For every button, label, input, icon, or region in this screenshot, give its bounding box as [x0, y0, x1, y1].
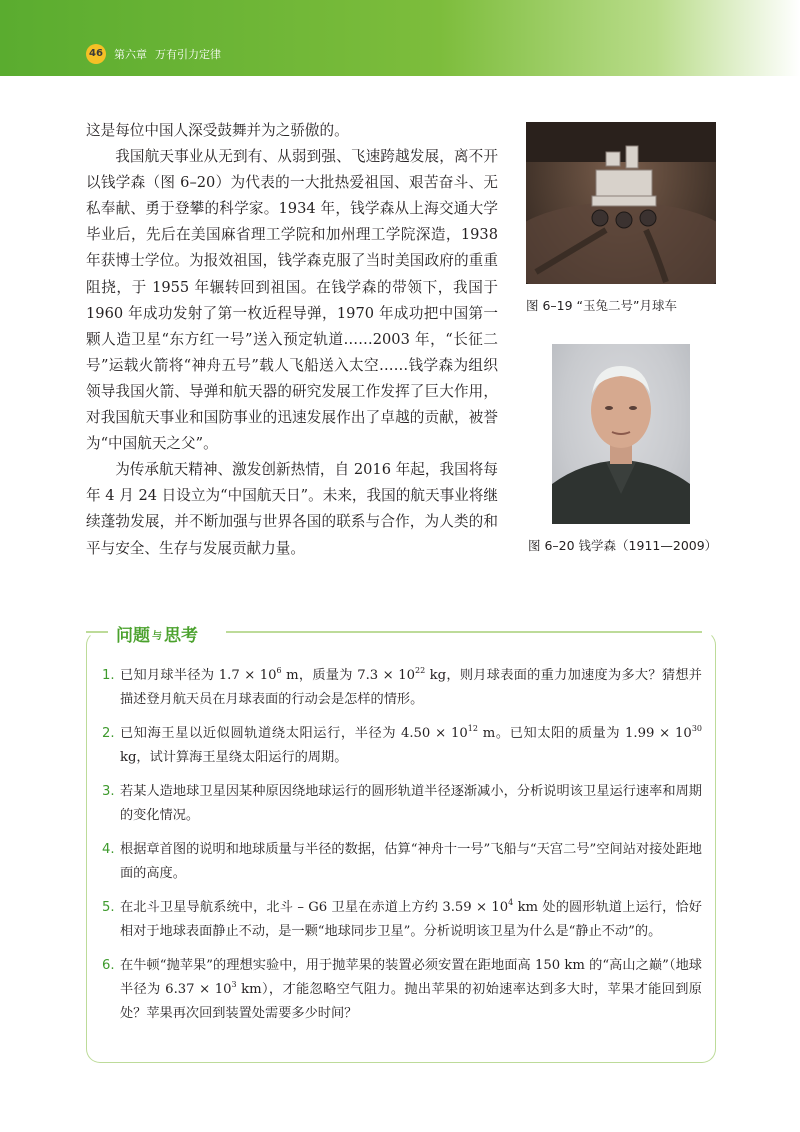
question-item	[102, 896, 702, 944]
exponent: 4	[508, 898, 514, 907]
question-text: m，质量为 7.3 × 10	[281, 668, 415, 683]
question-number: 6.	[102, 958, 115, 973]
exponent: 22	[414, 666, 426, 675]
paragraph-3: 为传承航天精神、激发创新热情，自 2016 年起，我国将每年 4 月 24 日设立为“中国航天日”。未来，我国的航天事业将继续蓬勃发展，并不断加强与世界各国的联系与合作，为人类的和平与安全、生存与发展贡献力量。	[86, 461, 498, 557]
exponent: 3	[231, 980, 237, 989]
questions-heading-left: 问题	[116, 626, 150, 646]
question-text: 已知海王星以近似圆轨道绕太阳运行，半径为 4.50 × 10	[120, 726, 468, 741]
question-item	[102, 780, 702, 828]
question-item	[102, 722, 702, 770]
questions-heading-mid: 与	[152, 631, 162, 642]
question-text: 若某人造地球卫星因某种原因绕地球运行的圆形轨道半径逐渐减小，分析说明该卫星运行速率和周期的变化情况。	[120, 784, 702, 823]
questions-box-top-border	[86, 631, 108, 633]
question-text: km 处的圆形轨道上运行，恰好相对于地球表面静止不动，是一颗“地球同步卫星”。分析说明该卫星为什么是“静止不动”的。	[120, 900, 702, 939]
question-list	[102, 664, 702, 1036]
qian-xuesen-portrait	[552, 344, 690, 524]
question-item	[102, 838, 702, 886]
figure-6-19-caption: 图 6–19 “玉兔二号”月球车	[526, 298, 678, 313]
question-number: 1.	[102, 668, 115, 683]
question-text: km），才能忽略空气阻力。抛出苹果的初始速率达到多大时，苹果才能回到原处？苹果再次回到装置处需要多少时间？	[120, 982, 702, 1021]
question-text: 在北斗卫星导航系统中，北斗 – G6 卫星在赤道上方约 3.59 × 10	[120, 900, 509, 915]
question-text: 根据章首图的说明和地球质量与半径的数据，估算“神舟十一号”飞船与“天宫二号”空间站对接处距地面的高度。	[120, 842, 702, 881]
question-text: 在牛顿“抛苹果”的理想实验中，用于抛苹果的装置必须安置在距地面高 150 km 的“高山之巅”（地球半径为 6.37 × 10	[120, 958, 702, 997]
question-number: 4.	[102, 842, 115, 857]
question-number: 2.	[102, 726, 115, 741]
main-text	[86, 118, 498, 562]
paragraph-1: 这是每位中国人深受鼓舞并为之骄傲的。	[86, 122, 349, 139]
question-item	[102, 954, 702, 1026]
question-text: kg，试计算海王星绕太阳运行的周期。	[120, 750, 348, 765]
lunar-rover-photo	[526, 122, 716, 284]
chapter-title: 万有引力定律	[155, 48, 221, 61]
question-item	[102, 664, 702, 712]
exponent: 6	[276, 666, 282, 675]
question-text: 已知月球半径为 1.7 × 10	[120, 668, 277, 683]
questions-heading	[116, 621, 198, 646]
exponent: 12	[467, 724, 478, 733]
page-header	[0, 0, 800, 76]
figure-6-20-caption: 图 6–20 钱学森（1911—2009）	[528, 538, 718, 553]
question-number: 5.	[102, 900, 115, 915]
page-number-badge: 46	[86, 44, 106, 64]
chapter-label: 第六章	[114, 48, 147, 61]
questions-heading-right: 思考	[164, 626, 198, 646]
questions-box-top-border	[226, 631, 702, 633]
paragraph-2: 我国航天事业从无到有、从弱到强、飞速跨越发展，离不开以钱学森（图 6–20）为代表的一大批热爱祖国、艰苦奋斗、无私奉献、勇于登攀的科学家。1934 年，钱学森从上海交通大学毕业后，先后在美国麻省理工学院和加州理工学院深造，1938 年获博士学位。为报效祖国，钱学森克服了当时美国政府的重重阻挠，于 1955 年辗转回到祖国。在钱学森的带领下，我国于 1960 年成功发射了第一枚近程导弹，1970 年成功把中国第一颗人造卫星“东方红一号”送入预定轨道……2003 年，“长征二号”运载火箭将“神舟五号”载人飞船送入太空……钱学森为组织领导我国火箭、导弹和航天器的研究发展工作发挥了巨大作用，对我国航天事业和国防事业的迅速发展作出了卓越的贡献，被誉为“中国航天之父”。	[86, 148, 498, 453]
chapter-heading	[114, 46, 229, 62]
question-text: m。已知太阳的质量为 1.99 × 10	[477, 726, 692, 741]
question-text: kg，则月球表面的重力加速度为多大？猜想并描述登月航天员在月球表面的行动会是怎样的情形。	[120, 668, 702, 707]
question-number: 3.	[102, 784, 115, 799]
exponent: 30	[691, 724, 702, 733]
